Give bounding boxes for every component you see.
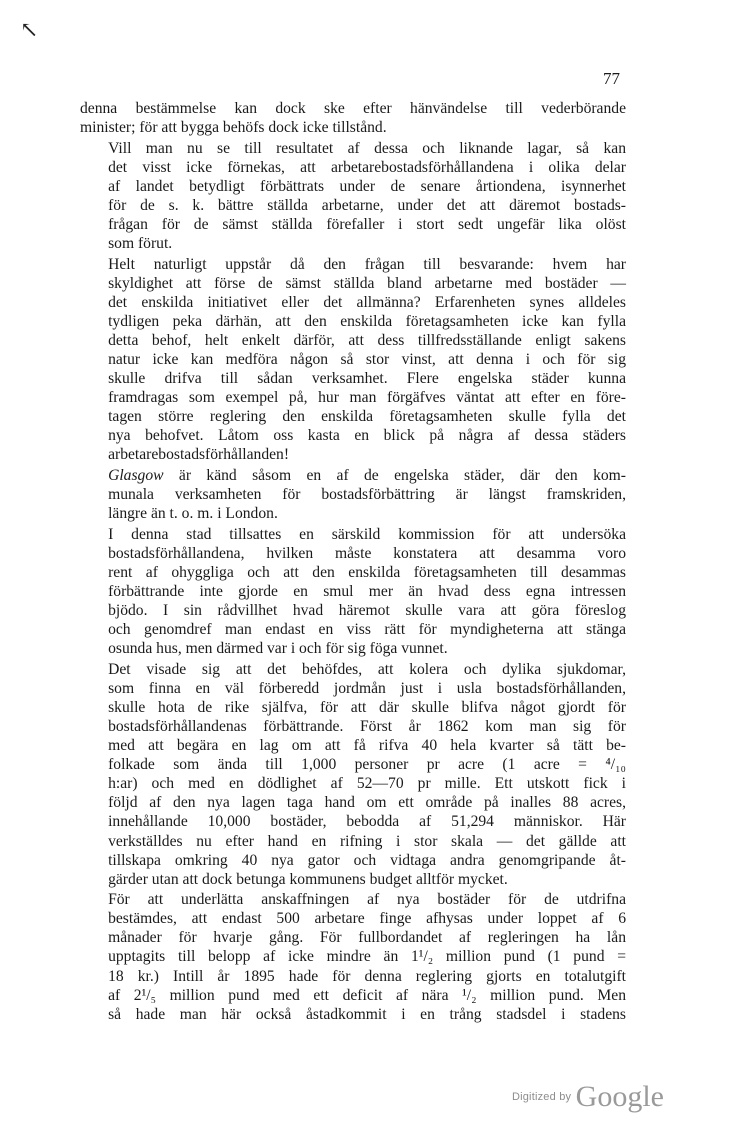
text-line: som förut. [108, 235, 173, 253]
text-line: det enskilda initiativet eller det allmänna? Erfarenheten synes alldeles [108, 293, 626, 311]
text-line: osunda hus, men därmed var i och för sig föga vunnet. [108, 640, 448, 658]
text-line: för de s. k. bättre ställda arbetarne, under det att däremot bostads- [108, 196, 626, 214]
text-line: gärder utan att dock betunga kommunens budget alltför mycket. [108, 870, 508, 888]
paragraph [80, 255, 626, 465]
text-line [80, 466, 626, 485]
paragraph [80, 99, 626, 137]
text-line: I denna stad tillsattes en särskild kommission för att undersöka [108, 525, 626, 543]
text-line: tydligen peka därhän, att den enskilda företagsamheten icke kan fylla [108, 312, 626, 330]
text-line: Vill man nu se till resultatet af dessa och liknande lagar, så kan [108, 139, 626, 157]
text-line: bostadsförhållandena, hvilken måste konstatera att desamma voro [108, 544, 626, 562]
text-line: skulle drifva till sådan verksamhet. Flere engelska städer kunna [108, 370, 626, 388]
text-line: munala verksamheten för bostadsförbättring är längst framskriden, [108, 486, 626, 504]
text-line: Det visade sig att det behöfdes, att kolera och dylika sjukdomar, [108, 660, 626, 678]
body-text [80, 99, 626, 1025]
google-logo: Google [575, 1080, 664, 1113]
footer-prefix: Digitized by [511, 1091, 572, 1103]
text-line: natur icke kan medföra någon så stor vinst, att denna i och för sig [108, 351, 626, 368]
text-line: bestämdes, att endast 500 arbetare finge afhysas under loppet af 6 [108, 910, 626, 928]
text-line: längre än t. o. m. i London. [108, 505, 278, 523]
paragraph [80, 139, 626, 254]
text-line: bostadsförhållandenas förbättrande. Först år 1862 kom man sig för [108, 717, 626, 735]
text-line: För att underlätta anskaffningen af nya bostäder för de utdrifna [108, 891, 626, 909]
paragraph [80, 466, 626, 523]
text-line: så hade man här också åstadkommit i en trång stadsdel i stadens [108, 1005, 626, 1023]
text-line: och genomdref man endast en viss rätt för myndigheterna att stänga [108, 621, 626, 639]
paragraph [80, 525, 626, 659]
corner-mark: ↖ [20, 18, 39, 43]
text-line: minister; för att bygga behöfs dock icke tillstånd. [80, 119, 387, 137]
text-line: detta behof, helt enkelt därför, att dess tillfredsställande enligt sakens [108, 331, 626, 349]
text-line: det visst icke förnekas, att arbetarebostadsförhållandena i olika delar [108, 158, 626, 176]
text-line: af 2¹/₅ million pund med ett deficit af nära ¹/₂ million pund. Men [108, 986, 626, 1004]
text-line: tillskapa omkring 40 nya gator och vidtaga andra genomgripande åt- [108, 851, 626, 869]
text-line: arbetarebostadsförhållanden! [108, 446, 290, 464]
page-number: 77 [603, 69, 620, 88]
digitized-by-google-watermark [0, 1080, 664, 1114]
text-line: tagen större reglering den enskilda företagsamheten skulle fylla det [108, 408, 626, 426]
paragraph [80, 660, 626, 889]
text-line: skulle hota de rike själfva, för att där skulle blifva något gjordt för [108, 698, 626, 716]
text-line: med att begära en lag om att få rifva 40 hela kvarter så tätt be- [108, 737, 626, 755]
text-line: folkade som ända till 1,000 personer pr acre (1 acre = ⁴/₁₀ [108, 756, 626, 774]
text-line: denna bestämmelse kan dock ske efter hänvändelse till vederbörande [80, 100, 626, 117]
text-line: innehållande 10,000 bostäder, bebodda af 51,294 människor. Här [108, 813, 626, 831]
paragraph [80, 890, 626, 1024]
text-line: rent af ohyggliga och att den enskilda företagsamheten till desammas [108, 563, 626, 581]
text-line: verkställdes nu efter hand en rifning i stor skala — det gällde att [108, 832, 626, 850]
text-line: upptagits till belopp af icke mindre än 1¹/₂ million pund (1 pund = [108, 948, 626, 966]
text-line: h:ar) och med en dödlighet af 52—70 pr mille. Ett utskott fick i [108, 775, 626, 793]
glasgow-label: Glasgow [108, 466, 164, 484]
text-line: af landet betydligt förbättrats under de senare årtiondena, isynnerhet [108, 177, 626, 195]
text-line: framdragas som exempel på, hur man förgäfves väntat att efter en före- [108, 389, 626, 407]
text-line: 18 kr.) Intill år 1895 hade för denna reglering gjorts en totalutgift [108, 967, 626, 985]
text-line-rest: är känd såsom en af de engelska städer, där den kom- [178, 466, 626, 484]
text-line: förbättrande inte gjorde en smul mer än hvad dess egna intressen [108, 582, 626, 600]
text-line: Helt naturligt uppstår då den frågan till besvarande: hvem har [108, 255, 626, 273]
text-line: som finna en väl förberedd jordmån just i usla bostadsförhållanden, [108, 679, 626, 697]
text-line: följd af den nya lagen taga hand om ett område på inalles 88 acres, [108, 794, 626, 812]
text-line: frågan för de sämst ställda förefaller i stort sedt ungefär lika olöst [108, 215, 626, 233]
text-line: skyldighet att förse de sämst ställda bland arbetarne med bostäder — [108, 274, 626, 292]
text-line: nya behofvet. Låtom oss kasta en blick på några af dessa städers [108, 427, 626, 445]
text-line: månader för hvarje gång. För fullbordandet af regleringen ha lån [108, 929, 626, 947]
text-line: bjödo. I sin rådvillhet hvad häremot skulle vara att göra föreslog [108, 602, 626, 619]
